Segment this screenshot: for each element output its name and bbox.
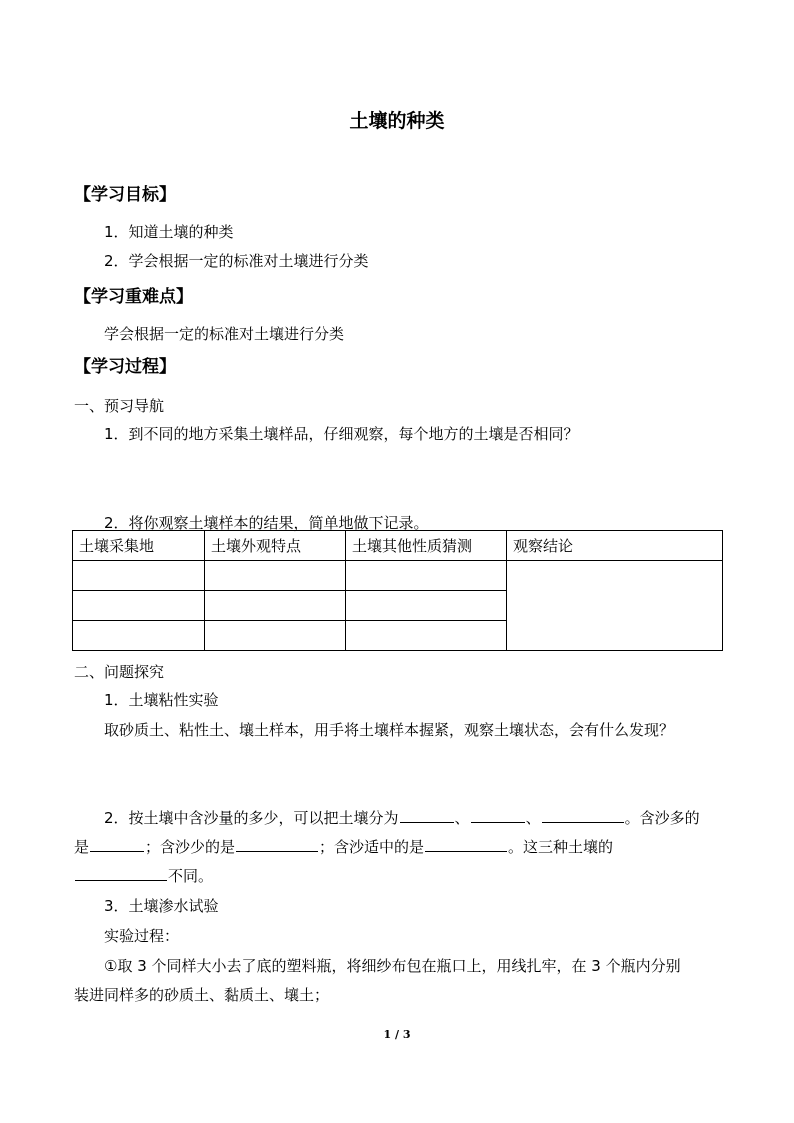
table-header-cell: 土壤采集地 [73, 531, 205, 561]
table-cell[interactable] [205, 591, 346, 621]
fill-text: 。含沙多的 [624, 809, 700, 827]
fill-text: 、 [454, 809, 470, 827]
table-header-row [73, 531, 723, 561]
table-header-cell: 土壤其他性质猜测 [346, 531, 507, 561]
blank-field[interactable] [471, 807, 525, 823]
table-row [73, 561, 723, 591]
table-cell[interactable] [346, 591, 507, 621]
table-header-cell: 土壤外观特点 [205, 531, 346, 561]
table-cell[interactable] [346, 621, 507, 651]
fill-line-3 [74, 865, 213, 886]
process-heading: 【学习过程】 [74, 357, 176, 377]
experiment-3-title: 3．土壤渗水试验 [104, 897, 219, 915]
fill-text: ；含沙少的是 [145, 838, 236, 856]
conclusion-cell[interactable] [507, 561, 723, 651]
observation-table [72, 530, 723, 651]
table-cell[interactable] [205, 621, 346, 651]
fill-text: 不同。 [168, 867, 214, 885]
experiment-1-text: 取砂质土、粘性土、壤土样本，用手将土壤样本握紧，观察土壤状态，会有什么发现？ [104, 721, 675, 739]
table-cell[interactable] [205, 561, 346, 591]
experiment-1-title: 1．土壤粘性实验 [104, 691, 219, 709]
table-cell[interactable] [346, 561, 507, 591]
key-heading: 【学习重难点】 [74, 287, 193, 307]
blank-field[interactable] [90, 836, 144, 852]
step-1-line-2: 装进同样多的砂质土、黏质土、壤土； [74, 986, 330, 1004]
fill-text: 、 [525, 809, 541, 827]
goal-item-2: 2．学会根据一定的标准对土壤进行分类 [104, 252, 369, 270]
fill-line-2 [74, 836, 613, 857]
fill-text: 。这三种土壤的 [508, 838, 614, 856]
fill-line-1 [104, 807, 700, 828]
blank-field[interactable] [236, 836, 318, 852]
blank-field[interactable] [400, 807, 454, 823]
step-1-line-1: ①取 3 个同样大小去了底的塑料瓶，将细纱布包在瓶口上，用线扎牢，在 3 个瓶内分别 [104, 957, 681, 975]
blank-field[interactable] [425, 836, 507, 852]
table-cell[interactable] [73, 621, 205, 651]
table-cell[interactable] [73, 591, 205, 621]
page-title: 土壤的种类 [349, 110, 445, 132]
fill-text: ；含沙适中的是 [319, 838, 425, 856]
table-cell[interactable] [73, 561, 205, 591]
question-2: 2．将你观察土壤样本的结果，简单地做下记录。 [104, 514, 429, 532]
experiment-3-subtitle: 实验过程： [104, 927, 180, 945]
page-number: 1 / 3 [383, 1028, 411, 1041]
key-text: 学会根据一定的标准对土壤进行分类 [104, 325, 345, 343]
fill-text: 2．按土壤中含沙量的多少，可以把土壤分为 [104, 809, 399, 827]
blank-field[interactable] [75, 865, 167, 881]
part2-title: 二、问题探究 [74, 663, 165, 681]
question-1: 1．到不同的地方采集土壤样品，仔细观察，每个地方的土壤是否相同？ [104, 425, 579, 443]
fill-text: 是 [74, 838, 90, 856]
table-header-cell: 观察结论 [507, 531, 723, 561]
blank-field[interactable] [542, 807, 624, 823]
part1-title: 一、预习导航 [74, 397, 165, 415]
goals-heading: 【学习目标】 [74, 185, 176, 205]
goal-item-1: 1．知道土壤的种类 [104, 223, 234, 241]
